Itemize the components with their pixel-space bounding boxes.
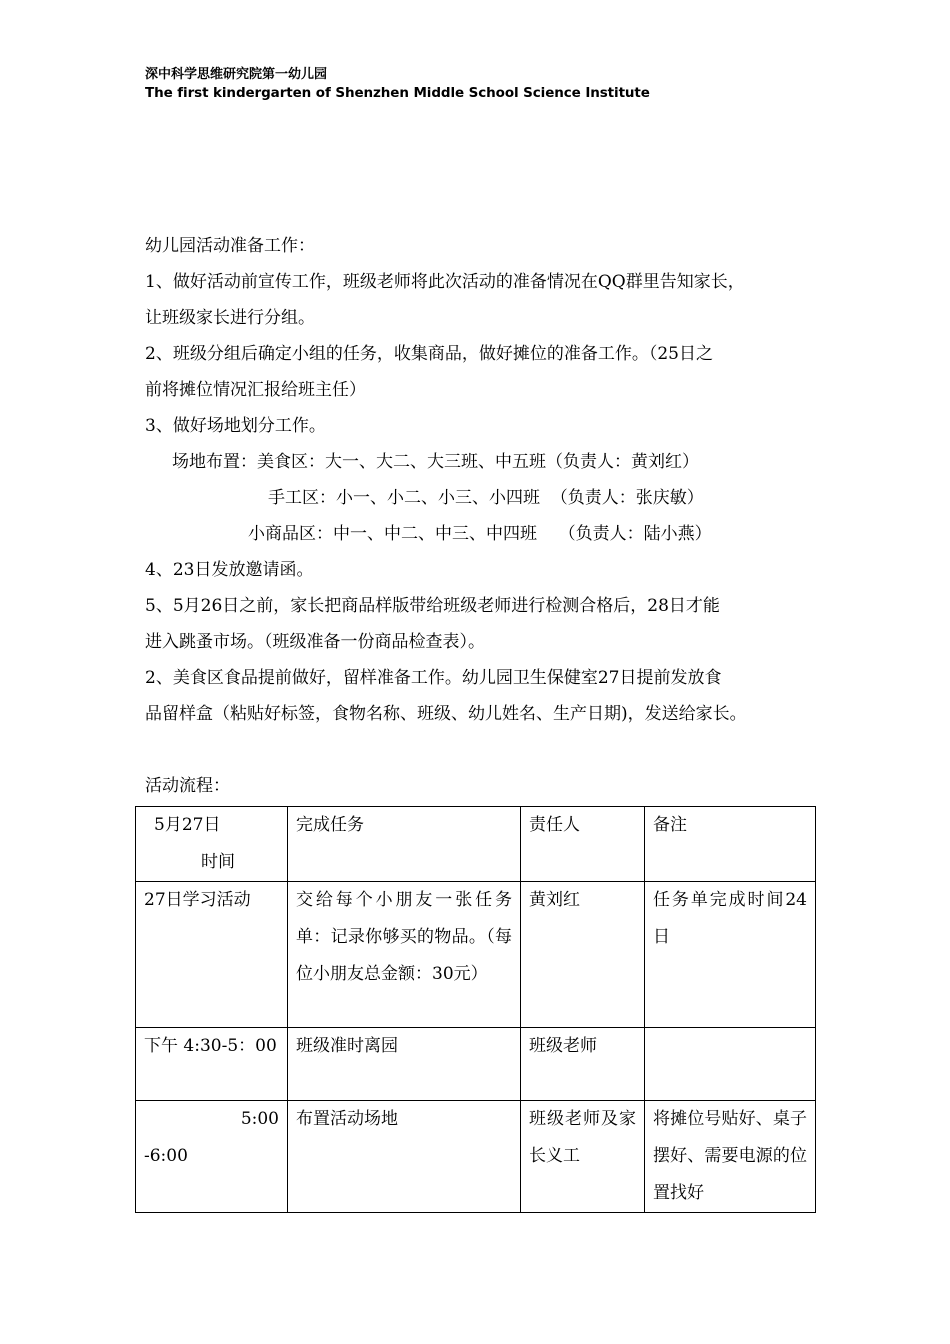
prep-item-2-cont: 前将摊位情况汇报给班主任） [145, 380, 366, 400]
prep-section [145, 228, 825, 804]
prep-item-5: 5、5月26日之前，家长把商品样版带给班级老师进行检测合格后，28日才能 [145, 596, 720, 616]
header-date: 5月27日 [154, 815, 221, 835]
cell-task: 交给每个小朋友一张任务单：记录你够买的物品。（每位小朋友总金额：30元） [288, 882, 521, 1028]
prep-item-3: 3、做好场地划分工作。 [145, 416, 326, 436]
cell-note: 任务单完成时间24日 [645, 882, 816, 1028]
header-time: 时间 [201, 852, 235, 872]
prep-item-6-cont: 品留样盒（粘贴好标签，食物名称、班级、幼儿姓名、生产日期)，发送给家长。 [145, 704, 747, 724]
cell-task: 布置活动场地 [288, 1101, 521, 1213]
header-cell-time [136, 807, 288, 882]
header-cell-note: 备注 [645, 807, 816, 882]
org-name-cn: 深中科学思维研究院第一幼儿园 [145, 67, 328, 82]
letterhead [145, 66, 650, 102]
prep-item-6: 2、美食区食品提前做好，留样准备工作。幼儿园卫生保健室27日提前发放食 [145, 668, 722, 688]
venue-food: 场地布置：美食区：大一、大二、大三班、中五班（负责人：黄刘红） [172, 452, 699, 472]
org-name-en: The first kindergarten of Shenzhen Middle School Science Institute [145, 85, 650, 101]
venue-goods: 小商品区：中一、中二、中三、中四班 （负责人：陆小燕） [248, 524, 712, 544]
prep-item-4: 4、23日发放邀请函。 [145, 560, 314, 580]
prep-title: 幼儿园活动准备工作： [145, 236, 315, 256]
table-row [136, 1101, 816, 1213]
table-row [136, 1028, 816, 1101]
header-cell-owner: 责任人 [521, 807, 645, 882]
cell-note: 将摊位号贴好、桌子摆好、需要电源的位置找好 [645, 1101, 816, 1213]
cell-task: 班级准时离园 [288, 1028, 521, 1101]
table-row [136, 882, 816, 1028]
cell-owner: 班级老师 [521, 1028, 645, 1101]
time-start: 5:00 [240, 1109, 279, 1129]
prep-item-5-cont: 进入跳蚤市场。（班级准备一份商品检查表）。 [145, 632, 485, 652]
cell-note [645, 1028, 816, 1101]
prep-item-1: 1、做好活动前宣传工作，班级老师将此次活动的准备情况在QQ群里告知家长， [145, 272, 745, 292]
flow-table [135, 806, 816, 1213]
cell-owner: 黄刘红 [521, 882, 645, 1028]
prep-item-2: 2、班级分组后确定小组的任务，收集商品，做好摊位的准备工作。（25日之 [145, 344, 713, 364]
flow-title: 活动流程： [145, 776, 230, 796]
table-header-row [136, 807, 816, 882]
cell-time [136, 1101, 288, 1213]
time-end: -6:00 [144, 1146, 188, 1166]
cell-time: 下午 4:30-5：00 [136, 1028, 288, 1101]
cell-owner: 班级老师及家长义工 [521, 1101, 645, 1213]
venue-craft: 手工区：小一、小二、小三、小四班 （负责人：张庆敏） [268, 488, 704, 508]
prep-item-1-cont: 让班级家长进行分组。 [145, 308, 315, 328]
cell-time: 27日学习活动 [136, 882, 288, 1028]
header-cell-task: 完成任务 [288, 807, 521, 882]
